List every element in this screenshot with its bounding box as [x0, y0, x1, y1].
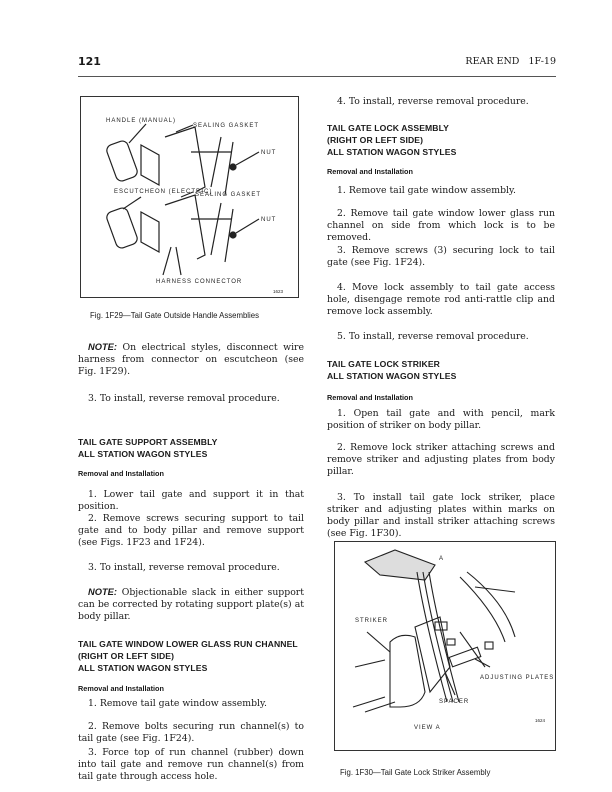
step-4-install: 4. To install, reverse removal procedure.: [337, 96, 529, 107]
support-step-2: 2. Remove screws securing support to tail gate and to body pillar and remove support (see Figs. 1F23 and 1F24).: [78, 513, 304, 548]
run-channel-step-3: 3. Force top of run channel (rubber) down into tail gate and remove run channel(s) from tail gate through access hole.: [78, 747, 304, 782]
label-nut-1: NUT: [261, 150, 277, 156]
page-number: 121: [78, 55, 101, 68]
striker-assembly-illustration: [335, 542, 555, 750]
subheading-removal: Removal and Installation: [327, 167, 413, 176]
subheading-removal: Removal and Installation: [78, 469, 164, 478]
striker-step-3: 3. To install tail gate lock striker, place striker and adjusting plates within marks on body pillar and install striker attaching screws (see Fig. 1F30).: [327, 492, 555, 539]
striker-step-2: 2. Remove lock striker attaching screws and remove striker and adjusting plates from body pillar.: [327, 442, 555, 477]
run-channel-step-2: 2. Remove bolts securing run channel(s) to tail gate (see Fig. 1F24).: [78, 721, 304, 744]
label-spacer: SPACER: [439, 699, 470, 705]
label-handle-manual: HANDLE (MANUAL): [106, 118, 177, 124]
label-sealing-gasket-1: SEALING GASKET: [193, 123, 260, 129]
label-a: A: [439, 556, 445, 562]
figure-1f30: [334, 541, 556, 751]
note-label: NOTE:: [88, 342, 117, 352]
label-view-a: VIEW A: [414, 725, 441, 731]
label-adjusting-plates: ADJUSTING PLATES: [480, 675, 555, 681]
note-slack: NOTE: Objectionable slack in either support can be corrected by rotating support plate(s) at body pillar.: [78, 587, 304, 622]
figure-code: 1624: [535, 718, 546, 723]
running-header: [465, 56, 556, 67]
heading-lock-assembly: TAIL GATE LOCK ASSEMBLY (RIGHT OR LEFT SIDE) ALL STATION WAGON STYLES: [327, 123, 457, 157]
heading-run-channel: TAIL GATE WINDOW LOWER GLASS RUN CHANNEL (RIGHT OR LEFT SIDE) ALL STATION WAGON STYLES: [78, 639, 298, 673]
section-title: REAR END: [465, 56, 520, 67]
handle-assembly-illustration: [81, 97, 298, 297]
heading-lock-striker: TAIL GATE LOCK STRIKER ALL STATION WAGON STYLES: [327, 359, 457, 381]
lock-step-5: 5. To install, reverse removal procedure.: [337, 331, 529, 342]
header-rule: [78, 76, 556, 77]
label-nut-2: NUT: [261, 217, 277, 223]
lock-step-4: 4. Move lock assembly to tail gate access hole, disengage remote rod anti-rattle clip and remove lock assembly.: [327, 282, 555, 317]
label-harness-connector: HARNESS CONNECTOR: [156, 279, 243, 285]
support-step-3: 3. To install, reverse removal procedure.: [88, 562, 280, 573]
note-electrical: [78, 341, 304, 378]
step-install: 3. To install, reverse removal procedure.: [88, 393, 280, 404]
lock-step-1: 1. Remove tail gate window assembly.: [337, 185, 516, 196]
figure-code: 1623: [273, 289, 284, 294]
support-step-1: 1. Lower tail gate and support it in that position.: [78, 489, 304, 512]
label-striker: STRIKER: [355, 618, 389, 624]
run-channel-step-1: 1. Remove tail gate window assembly.: [88, 698, 267, 709]
label-escutcheon: ESCUTCHEON (ELECTRIC): [114, 189, 213, 195]
figure-1f30-caption: Fig. 1F30—Tail Gate Lock Striker Assembly: [340, 768, 491, 777]
figure-1f29: [80, 96, 299, 298]
heading-support-assembly: TAIL GATE SUPPORT ASSEMBLY ALL STATION WAGON STYLES: [78, 437, 218, 459]
figure-1f29-caption: Fig. 1F29—Tail Gate Outside Handle Assemblies: [90, 311, 260, 320]
subheading-removal: Removal and Installation: [78, 684, 164, 693]
label-sealing-gasket-2: SEALING GASKET: [195, 192, 262, 198]
striker-step-1: 1. Open tail gate and with pencil, mark position of striker on body pillar.: [327, 408, 555, 431]
lock-step-3: 3. Remove screws (3) securing lock to tail gate (see Fig. 1F24).: [327, 245, 555, 268]
note-text: On electrical styles, disconnect wire harness from connector on escutcheon (see Fig. 1F29).: [78, 342, 304, 377]
lock-step-2: 2. Remove tail gate window lower glass run channel on side from which lock is to be removed.: [327, 208, 555, 243]
subheading-removal: Removal and Installation: [327, 393, 413, 402]
page-ref: 1F-19: [528, 56, 556, 67]
